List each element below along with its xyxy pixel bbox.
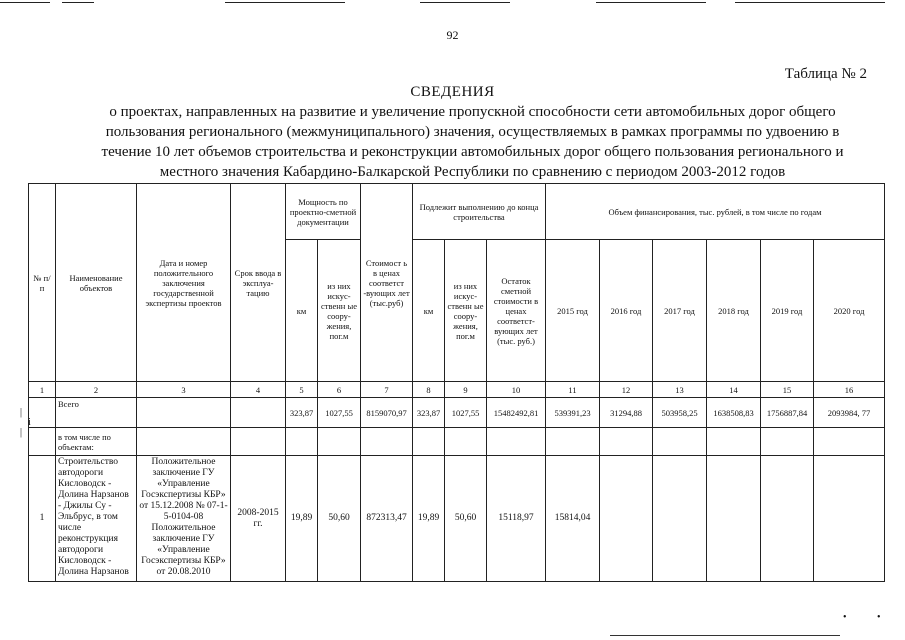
header-term: Срок ввода в эксплуа-тацию bbox=[231, 184, 286, 382]
column-number: 3 bbox=[137, 382, 231, 398]
total-value: 1027,55 bbox=[445, 398, 487, 428]
column-number: 13 bbox=[653, 382, 707, 398]
margin-mark: | bbox=[20, 427, 23, 438]
row-term: 2008-2015 гг. bbox=[231, 456, 286, 582]
document-title: СВЕДЕНИЯ bbox=[410, 84, 495, 100]
bottom-mark: • bbox=[843, 612, 847, 623]
total-value: 31294,88 bbox=[600, 398, 653, 428]
header-num: № п/ п bbox=[29, 184, 56, 382]
including-label: в том числе по объектам: bbox=[56, 428, 137, 456]
margin-mark: i bbox=[28, 417, 31, 428]
column-number: 11 bbox=[546, 382, 600, 398]
column-number-row bbox=[29, 382, 885, 398]
column-number: 7 bbox=[361, 382, 413, 398]
column-number: 6 bbox=[318, 382, 361, 398]
footer-rule bbox=[610, 635, 840, 636]
total-value: 15482492,81 bbox=[487, 398, 546, 428]
header-finance-group: Объем финансирования, тыс. рублей, в том числе по годам bbox=[546, 184, 885, 240]
header-conclusion: Дата и номер положительного заключения государственной экспертизы проектов bbox=[137, 184, 231, 382]
total-empty bbox=[231, 398, 286, 428]
row-value: 50,60 bbox=[318, 456, 361, 582]
row-conclusion: Положительное заключение ГУ «Управление Госэкспертизы КБР» от 15.12.2008 № 07-1-5-0104-08 Положительное заключение ГУ «Управление Госэкспертизы КБР» от 20.08.2010 bbox=[137, 456, 231, 582]
column-number: 1 bbox=[29, 382, 56, 398]
column-number: 4 bbox=[231, 382, 286, 398]
total-value: 1756887,84 bbox=[761, 398, 814, 428]
column-number: 14 bbox=[707, 382, 761, 398]
header-artificial-remaining: из них искус-ственн ые соору-жения, пог.м bbox=[445, 240, 487, 382]
header-year: 2016 год bbox=[600, 240, 653, 382]
header-capacity-group: Мощность по проектно-сметной документации bbox=[286, 184, 361, 240]
total-value: 1638508,83 bbox=[707, 398, 761, 428]
total-value: 503958,25 bbox=[653, 398, 707, 428]
header-rule bbox=[0, 2, 50, 3]
column-number: 10 bbox=[487, 382, 546, 398]
header-rule bbox=[420, 2, 510, 3]
column-number: 8 bbox=[413, 382, 445, 398]
total-value: 323,87 bbox=[286, 398, 318, 428]
header-rule bbox=[735, 2, 885, 3]
header-rule bbox=[596, 2, 706, 3]
total-value: 8159070,97 bbox=[361, 398, 413, 428]
header-km-remaining: км bbox=[413, 240, 445, 382]
header-remaining-cost: Остаток сметной стоимости в ценах соответст-вующих лет (тыс. руб.) bbox=[487, 240, 546, 382]
column-number: 9 bbox=[445, 382, 487, 398]
page-number: 92 bbox=[446, 28, 459, 42]
column-number: 12 bbox=[600, 382, 653, 398]
table-row bbox=[29, 456, 885, 582]
projects-table bbox=[28, 183, 885, 582]
row-value: 15814,04 bbox=[546, 456, 600, 582]
total-value: 539391,23 bbox=[546, 398, 600, 428]
row-num: 1 bbox=[29, 456, 56, 582]
total-num bbox=[29, 398, 56, 428]
header-year: 2020 год bbox=[814, 240, 885, 382]
header-year: 2018 год bbox=[707, 240, 761, 382]
header-artificial: из них искус-ственн ые соору-жения, пог.м bbox=[318, 240, 361, 382]
header-km: км bbox=[286, 240, 318, 382]
header-year: 2017 год bbox=[653, 240, 707, 382]
column-number: 2 bbox=[56, 382, 137, 398]
header-rule bbox=[62, 2, 94, 3]
header-rule bbox=[225, 2, 345, 3]
header-cost: Стоимост ь в ценах соответст -вующих лет (тыс.руб) bbox=[361, 184, 413, 382]
including-row bbox=[29, 428, 885, 456]
row-value: 15118,97 bbox=[487, 456, 546, 582]
total-row bbox=[29, 398, 885, 428]
margin-mark: | bbox=[20, 407, 23, 418]
column-number: 16 bbox=[814, 382, 885, 398]
total-value: 323,87 bbox=[413, 398, 445, 428]
total-label: Всего bbox=[56, 398, 137, 428]
total-empty bbox=[137, 398, 231, 428]
header-year: 2015 год bbox=[546, 240, 600, 382]
column-number: 15 bbox=[761, 382, 814, 398]
row-value: 872313,47 bbox=[361, 456, 413, 582]
bottom-mark: • bbox=[877, 612, 881, 623]
column-number: 5 bbox=[286, 382, 318, 398]
header-remaining-group: Подлежит выполнению до конца строительства bbox=[413, 184, 546, 240]
row-name: Строительство автодороги Кисловодск - Долина Нарзанов - Джилы Су - Эльбрус, в том числе реконструкция автодороги Кисловодск - Долина Нарзанов bbox=[56, 456, 137, 582]
header-name: Наименование объектов bbox=[56, 184, 137, 382]
header-year: 2019 год bbox=[761, 240, 814, 382]
table-number: Таблица № 2 bbox=[784, 66, 867, 82]
row-value: 19,89 bbox=[413, 456, 445, 582]
total-value: 2093984, 77 bbox=[814, 398, 885, 428]
total-value: 1027,55 bbox=[318, 398, 361, 428]
row-value: 50,60 bbox=[445, 456, 487, 582]
document-subtitle: о проектах, направленных на развитие и увеличение пропускной способности сети автомобильных дорог общего пользования регионального (межмуниципального) значения, осуществляемых в рамках программы по удвоению в течение 10 лет объемов строительства и реконструкции автомобильных дорог общего пользования регионального и местного значения Кабардино-Балкарской Республики по сравнению с периодом 2003-2012 годов bbox=[101, 104, 844, 180]
row-value: 19,89 bbox=[286, 456, 318, 582]
including-num bbox=[29, 428, 56, 456]
